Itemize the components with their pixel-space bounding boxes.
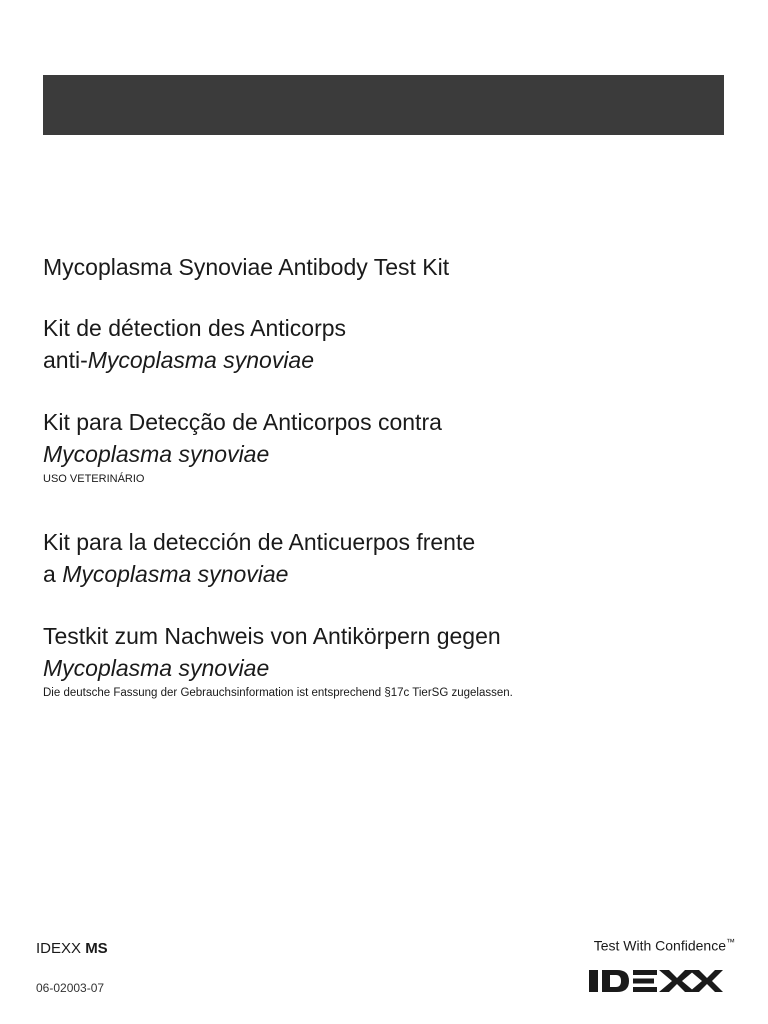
- title-spanish-prefix: a: [43, 561, 63, 587]
- german-approval-note: Die deutsche Fassung der Gebrauchsinformation ist entsprechend §17c TierSG zugelassen.: [43, 687, 513, 699]
- title-german: [43, 620, 513, 700]
- title-portuguese-species: Mycoplasma synoviae: [43, 441, 270, 467]
- document-number: 06-02003-07: [36, 981, 105, 995]
- title-german-line1: Testkit zum Nachweis von Antikörpern gegen: [43, 623, 501, 649]
- tagline: [594, 937, 735, 954]
- product-brand: IDEXX: [36, 940, 82, 957]
- trademark-mark: ™: [726, 937, 735, 947]
- title-french-prefix: anti-: [43, 347, 88, 373]
- title-spanish-line2: [43, 558, 475, 590]
- title-english: [43, 251, 449, 283]
- title-english-line: Mycoplasma Synoviae Antibody Test Kit: [43, 254, 450, 280]
- product-name: [36, 940, 108, 957]
- title-spanish: [43, 526, 475, 590]
- title-french-line2: [43, 344, 346, 376]
- header-banner: [43, 75, 724, 135]
- title-french-species: Mycoplasma synoviae: [87, 347, 315, 373]
- title-french-line1: Kit de détection des Anticorps: [43, 315, 347, 341]
- title-french: [43, 312, 346, 376]
- title-spanish-line1: Kit para la detección de Anticuerpos frente: [43, 529, 476, 555]
- title-german-species: Mycoplasma synoviae: [43, 655, 270, 681]
- product-code: MS: [85, 940, 108, 957]
- title-spanish-species: Mycoplasma synoviae: [62, 561, 289, 587]
- veterinary-use-note: USO VETERINÁRIO: [43, 473, 145, 485]
- title-portuguese-line1: Kit para Detecção de Anticorpos contra: [43, 409, 442, 435]
- tagline-text: Test With Confidence: [593, 937, 726, 954]
- idexx-logo: [589, 969, 723, 993]
- title-portuguese: [43, 406, 442, 486]
